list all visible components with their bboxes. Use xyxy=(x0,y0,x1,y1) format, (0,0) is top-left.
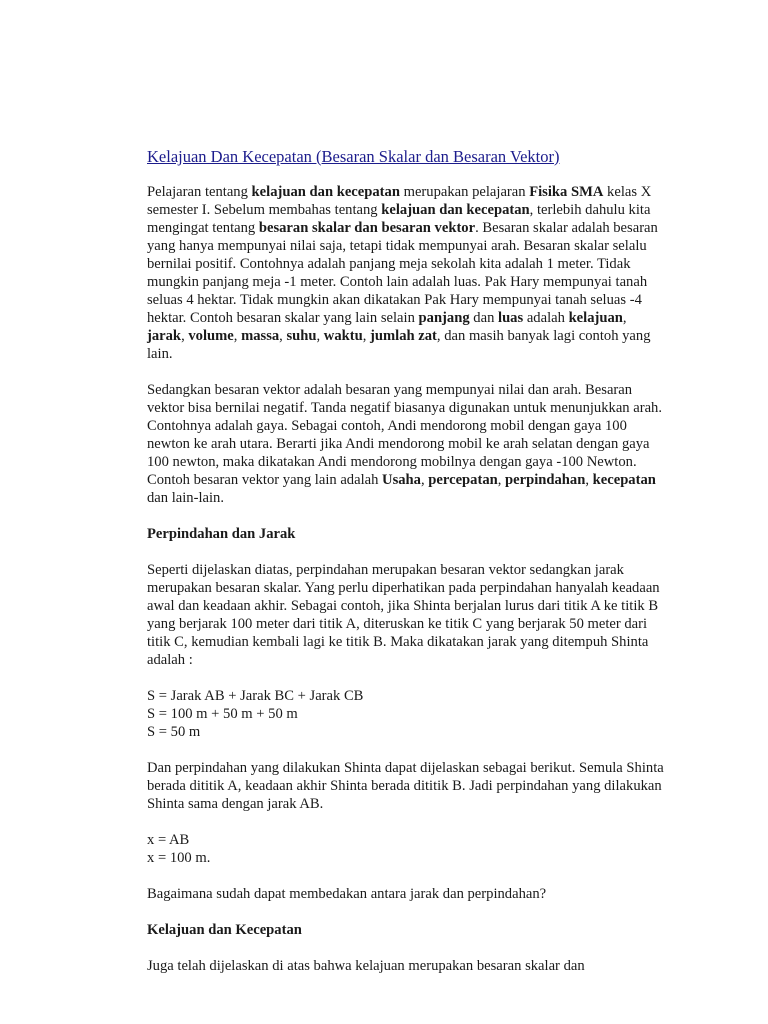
bold-term: massa xyxy=(241,328,280,344)
paragraph-question: Bagaimana sudah dapat membedakan antara jarak dan perpindahan? xyxy=(147,886,547,902)
equation-line: S = Jarak AB + Jarak BC + Jarak CB xyxy=(147,688,364,704)
document-page xyxy=(147,146,667,993)
bold-term: volume xyxy=(188,328,234,344)
paragraph-vector: Sedangkan besaran vektor adalah besaran yang mempunyai nilai dan arah. Besaran vektor bisa bernilai negatif. Tanda negatif biasanya digunakan untuk menunjukkan arah. Contohnya adalah gaya. Sebagai contoh, Andi mendorong mobil dengan gaya 100 newton ke arah utara. Berarti jika Andi mendorong mobil ke arah selatan dengan gaya 100 newton, maka dikatakan Andi mendorong mobilnya dengan gaya -100 Newton. Contoh besaran vektor yang lain adalah Usaha, percepatan, perpindahan, kecepatan dan lain-lain. xyxy=(147,382,662,506)
paragraph-kelajuan-intro: Juga telah dijelaskan di atas bahwa kelajuan merupakan besaran skalar dan xyxy=(147,958,585,974)
section-heading-perpindahan-jarak: Perpindahan dan Jarak xyxy=(147,526,296,542)
equation-line: x = 100 m. xyxy=(147,850,211,866)
bold-term: waktu xyxy=(323,328,363,344)
equation-block-distance xyxy=(147,687,667,741)
bold-term: besaran skalar dan besaran vektor xyxy=(258,220,476,236)
bold-term: kelajuan xyxy=(568,310,623,326)
bold-term: kelajuan dan kecepatan xyxy=(381,202,530,218)
bold-term: jumlah zat xyxy=(370,328,437,344)
bold-term: jarak xyxy=(147,328,182,344)
bold-term: panjang xyxy=(418,310,470,326)
bold-term: suhu xyxy=(286,328,317,344)
bold-term: kecepatan xyxy=(592,472,656,488)
equation-line: x = AB xyxy=(147,832,190,848)
bold-term: luas xyxy=(498,310,524,326)
section-heading-kelajuan-kecepatan: Kelajuan dan Kecepatan xyxy=(147,922,302,938)
bold-term: Fisika SMA xyxy=(529,184,604,200)
bold-term: kelajuan dan kecepatan xyxy=(251,184,400,200)
paragraph-intro-scalar: Pelajaran tentang kelajuan dan kecepatan merupakan pelajaran Fisika SMA kelas X semester I. Sebelum membahas tentang kelajuan dan kecepatan, terlebih dahulu kita mengingat tentang besaran skalar dan besaran vektor. Besaran skalar adalah besaran yang hanya mempunyai nilai saja, tetapi tidak mempunyai arah. Besaran skalar selalu bernilai positif. Contohnya adalah panjang meja sekolah kita adalah 1 meter. Tidak mungkin panjang meja -1 meter. Contoh lain adalah luas. Pak Hary mempunyai tanah seluas 4 hektar. Tidak mungkin akan dikatakan Pak Hary mempunyai tanah seluas -4 hektar. Contoh besaran skalar yang lain selain panjang dan luas adalah kelajuan, jarak, volume, massa, suhu, waktu, jumlah zat, dan masih banyak lagi contoh yang lain. xyxy=(147,184,658,362)
paragraph-perpindahan-explanation: Dan perpindahan yang dilakukan Shinta dapat dijelaskan sebagai berikut. Semula Shinta berada dititik A, keadaan akhir Shinta berada dititik B. Jadi perpindahan yang dilakukan Shinta sama dengan jarak AB. xyxy=(147,760,664,812)
equation-block-displacement xyxy=(147,831,667,867)
article-title-link[interactable]: Kelajuan Dan Kecepatan (Besaran Skalar dan Besaran Vektor) xyxy=(147,147,560,166)
paragraph-perpindahan-example: Seperti dijelaskan diatas, perpindahan merupakan besaran vektor sedangkan jarak merupakan besaran skalar. Yang perlu diperhatikan pada perpindahan hanyalah keadaan awal dan keadaan akhir. Sebagai contoh, jika Shinta berjalan lurus dari titik A ke titik B yang berjarak 100 meter dari titik A, diteruskan ke titik C yang berjarak 50 meter dari titik C, kemudian kembali lagi ke titik B. Maka dikatakan jarak yang ditempuh Shinta adalah : xyxy=(147,562,660,668)
bold-term: percepatan xyxy=(428,472,498,488)
equation-line: S = 100 m + 50 m + 50 m xyxy=(147,706,298,722)
bold-term: perpindahan xyxy=(505,472,586,488)
bold-term: Usaha xyxy=(382,472,421,488)
equation-line: S = 50 m xyxy=(147,724,201,740)
